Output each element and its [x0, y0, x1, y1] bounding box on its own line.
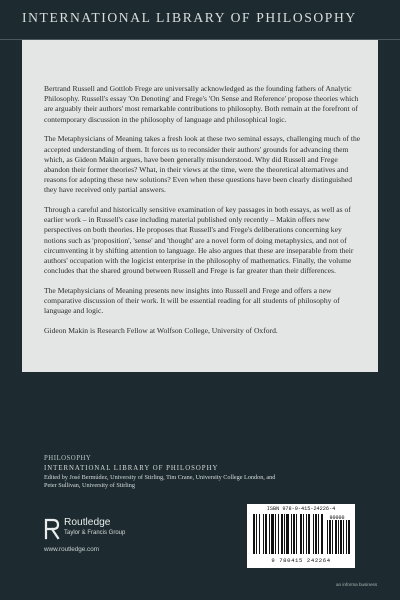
barcode-icon: [251, 514, 351, 556]
footer-series-name: INTERNATIONAL LIBRARY OF PHILOSOPHY: [44, 465, 219, 472]
series-footer: [44, 455, 364, 491]
imprint-mark: an informa business: [336, 582, 378, 587]
series-header-band: [0, 0, 400, 40]
blurb-paragraph-4: The Metaphysicians of Meaning presents new insights into Russell and Frege and offers a new comparative discussion of their work. It will be essential reading for all students of philosophy of language and logic.: [44, 285, 340, 316]
publisher-group: Taylor & Francis Group: [64, 530, 126, 536]
publisher-block: [44, 516, 204, 556]
blurb-paragraph-2: The Metaphysicians of Meaning takes a fresh look at these two seminal essays, challenging much of the accepted understanding of them. It forces us to reconsider their authors' grounds for advancing them which, as Gideon Makin argues, have been generally misunderstood. Why did Russell and Frege abandon their former theories? What, in their views at the time, were the theoretical alternatives and reasons for adopting these new solutions? Even when these questions have been clearly distinguished they have received only partial answers.: [44, 134, 361, 195]
barcode-number: 9 780415 242264: [271, 557, 331, 564]
subject-category: PHILOSOPHY: [44, 455, 92, 462]
blurb-text: [44, 84, 362, 346]
barcode-block: [247, 504, 355, 568]
blurb-paragraph-3: Through a careful and historically sensitive examination of key passages in both essays, as well as of earlier work – in Russell's case including material published only recently – Makin offers new perspectives on both theories. He proposes that Russell's and Frege's deliberations concerning key notions such as 'proposition', 'sense' and 'thought' are a novel form of doing metaphysics, and not of circumventing it by shifting attention to language. He also argues that these are inseparable from their authors' occupation with the logicist enterprise in the philosophy of mathematics. Finally, the volume concludes that the shared ground between Russell and Frege is far greater than their differences.: [44, 205, 354, 276]
series-title: INTERNATIONAL LIBRARY OF PHILOSOPHY: [22, 10, 357, 25]
editors-line-1: Edited by José Bermúdez, University of Stirling, Tim Crane, University College London, and: [44, 474, 276, 481]
publisher-name: Routledge: [64, 517, 111, 528]
routledge-logo-icon: [44, 518, 60, 540]
blurb-paragraph-1: Bertrand Russell and Gottlob Frege are universally acknowledged as the founding fathers of Analytic Philosophy. Russell's essay 'On Denoting' and Frege's 'On Sense and Reference' propose theories which are arguably their authors' most remarkable contributions to philosophy. Both remain at the forefront of contemporary discussion in the philosophy of language and philosophical logic.: [44, 84, 359, 124]
isbn-label: ISBN 978-0-415-24226-4: [266, 506, 336, 512]
barcode-addon: 90000: [329, 515, 345, 521]
editors-line-2: Peter Sullivan, University of Stirling: [44, 482, 135, 490]
author-bio: Gideon Makin is Research Fellow at Wolfson College, University of Oxford.: [44, 326, 278, 336]
publisher-url[interactable]: www.routledge.com: [44, 546, 99, 553]
series-editors: [44, 474, 364, 491]
